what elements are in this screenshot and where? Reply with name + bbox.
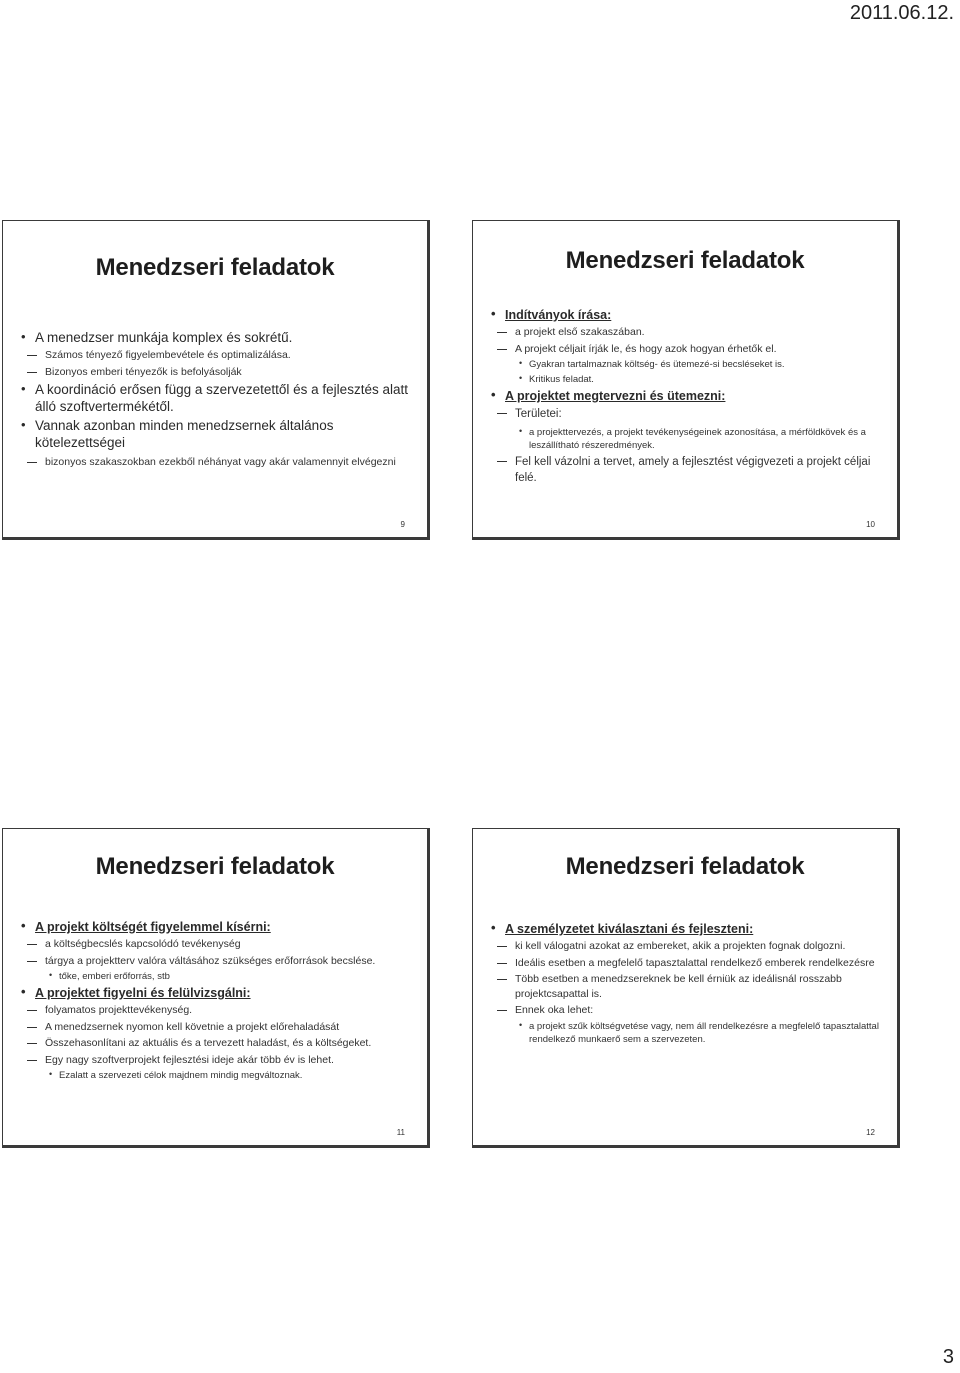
slide-11 [2,828,430,1148]
slide-title: Menedzseri feladatok [565,247,805,274]
slide-title: Menedzseri feladatok [95,853,335,880]
slide-number: 9 [400,520,405,529]
sub-sub-item: • Kritikus feladat. [489,373,885,386]
slide-number: 11 [396,1128,405,1137]
sub-item: Ennek oka lehet: [489,1003,885,1018]
sub-item: Egy nagy szoftverprojekt fejlesztési ideje akár több év is lehet. [19,1053,415,1068]
sub-sub-item: • Ezalatt a szervezeti célok majdnem mindig megváltoznak. [19,1069,415,1082]
sub-item: Több esetben a menedzsereknek be kell érniük az ideálisnál rosszabb projektcsapattal is. [489,972,885,1001]
sub-item: folyamatos projekttevékenység. [19,1003,415,1018]
sub-item: ki kell válogatni azokat az embereket, akik a projekten fognak dolgozni. [489,939,885,954]
page-number: 3 [942,1346,954,1368]
sub-item: Számos tényező figyelembevétele és optimalizálása. [19,348,415,363]
sub-item: Összehasonlítani az aktuális és a tervezett haladást, és a költségeket. [19,1036,415,1051]
sub-item: bizonyos szakaszokban ezekből néhányat vagy akár valamennyit elvégezni [19,455,415,470]
slide-content [19,919,415,1084]
bullet-item: • Vannak azonban minden menedzsernek általános kötelezettségei [19,417,415,451]
bullet-item: • A koordináció erősen függ a szervezetettől és a fejlesztés alatt álló szoftvertermékétől. [19,381,415,415]
slide-title: Menedzseri feladatok [95,254,335,281]
sub-item: Területei: [489,406,885,422]
bullet-heading: • A projektet figyelni és felülvizsgálni: [19,985,415,1001]
bullet-heading: • A projekt költségét figyelemmel kísérni: [19,919,415,935]
bullet-heading: • A projektet megtervezni és ütemezni: [489,388,885,404]
slide-10 [472,220,900,540]
sub-sub-item: • a projekt szűk költségvetése vagy, nem áll rendelkezésre a megfelelő tapasztalattal rendelkező munkaerő sem a szervezeten. [489,1020,885,1046]
sub-item: a költségbecslés kapcsolódó tevékenység [19,937,415,952]
slide-number: 10 [866,520,875,529]
header-date: 2011.06.12. [849,2,954,24]
slide-12 [472,828,900,1148]
bullet-item: • A menedzser munkája komplex és sokrétű. [19,329,415,346]
sub-item: A projekt céljait írják le, és hogy azok hogyan érhetők el. [489,342,885,357]
sub-item: Bizonyos emberi tényezők is befolyásolják [19,365,415,380]
slide-content [19,329,415,472]
slide-number: 12 [866,1128,875,1137]
sub-item: a projekt első szakaszában. [489,325,885,340]
bullet-heading: • Indítványok írása: [489,307,885,323]
sub-sub-item: • Gyakran tartalmaznak költség- és ütemezé-si becsléseket is. [489,358,885,371]
slide-content [489,921,885,1048]
slide-title: Menedzseri feladatok [565,853,805,880]
sub-item: tárgya a projektterv valóra váltásához szükséges erőforrások becslése. [19,954,415,969]
slide-9 [2,220,430,540]
bullet-heading: • A személyzetet kiválasztani és fejleszteni: [489,921,885,937]
sub-item: Fel kell vázolni a tervet, amely a fejlesztést végigvezeti a projekt céljai felé. [489,454,885,486]
sub-item: Ideális esetben a megfelelő tapasztalattal rendelkező emberek rendelkezésre [489,956,885,971]
sub-sub-item: • a projekttervezés, a projekt tevékenységeinek azonosítása, a mérföldkövek és a leszállítható részeredmények. [489,426,885,452]
sub-item: A menedzsernek nyomon kell követnie a projekt előrehaladását [19,1020,415,1035]
slide-content [489,307,885,488]
sub-sub-item: • tőke, emberi erőforrás, stb [19,970,415,983]
